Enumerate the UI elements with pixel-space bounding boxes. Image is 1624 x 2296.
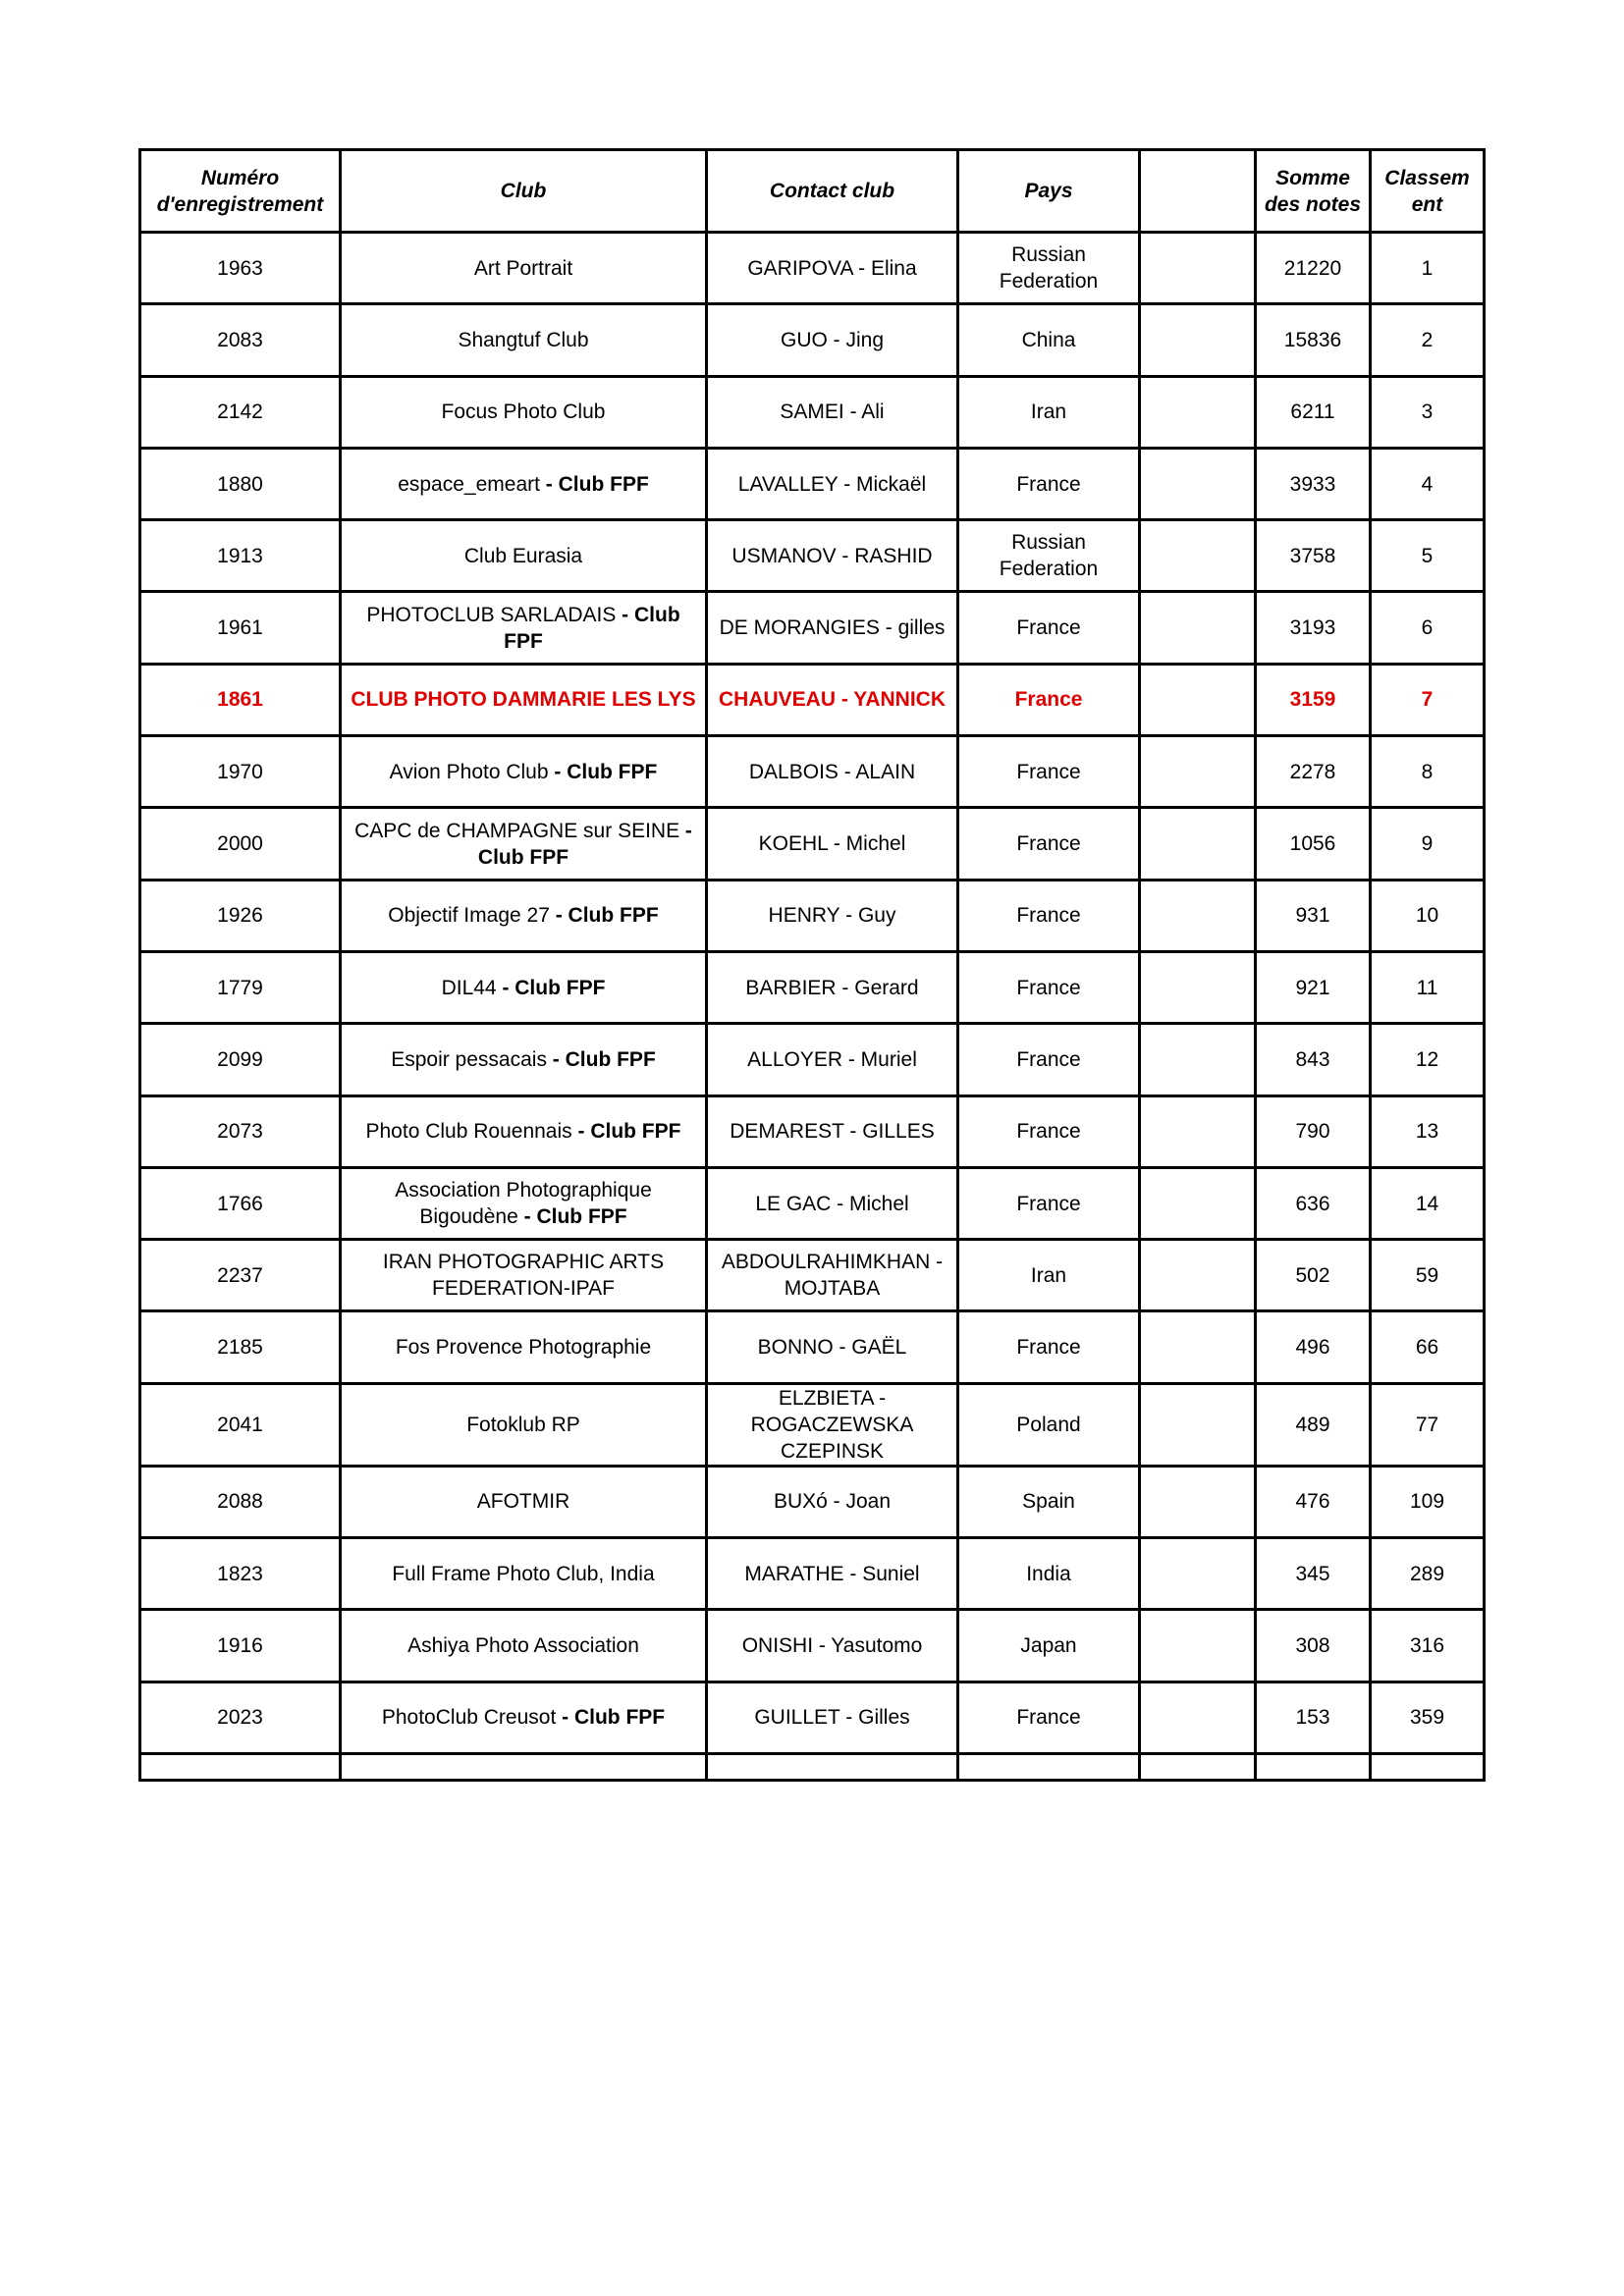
score-cell: 3193 bbox=[1256, 592, 1371, 664]
rank-cell: 12 bbox=[1371, 1024, 1485, 1095]
score-cell: 2278 bbox=[1256, 736, 1371, 808]
registration-cell: 1913 bbox=[140, 520, 341, 592]
contact-cell: DE MORANGIES - gilles bbox=[707, 592, 958, 664]
table-row bbox=[140, 1240, 1485, 1311]
country-cell: France bbox=[958, 1095, 1140, 1167]
contact-cell: CHAUVEAU - YANNICK bbox=[707, 664, 958, 735]
registration-cell: 2088 bbox=[140, 1466, 341, 1537]
contact-cell: DALBOIS - ALAIN bbox=[707, 736, 958, 808]
rank-cell: 14 bbox=[1371, 1167, 1485, 1239]
empty-cell bbox=[1140, 1753, 1256, 1780]
registration-cell: 1970 bbox=[140, 736, 341, 808]
club-cell bbox=[341, 736, 707, 808]
club-cell bbox=[341, 808, 707, 880]
contact-cell: SAMEI - Ali bbox=[707, 376, 958, 448]
table-row bbox=[140, 233, 1485, 304]
score-cell: 3758 bbox=[1256, 520, 1371, 592]
rank-cell: 13 bbox=[1371, 1095, 1485, 1167]
contact-cell: DEMAREST - GILLES bbox=[707, 1095, 958, 1167]
club-name: PhotoClub Creusot bbox=[381, 1706, 557, 1730]
fpf-label: - Club FPF bbox=[539, 472, 649, 496]
contact-cell: HENRY - Guy bbox=[707, 880, 958, 951]
score-cell: 3159 bbox=[1256, 664, 1371, 735]
registration-cell: 2185 bbox=[140, 1311, 341, 1383]
table-row bbox=[140, 304, 1485, 376]
table-row bbox=[140, 1311, 1485, 1383]
header-club: Club bbox=[341, 150, 707, 233]
score-cell: 636 bbox=[1256, 1167, 1371, 1239]
contact-cell: KOEHL - Michel bbox=[707, 808, 958, 880]
club-name: Ashiya Photo Association bbox=[407, 1633, 639, 1657]
rank-cell: 59 bbox=[1371, 1240, 1485, 1311]
rank-cell: 3 bbox=[1371, 376, 1485, 448]
blank-cell bbox=[1140, 736, 1256, 808]
table-row bbox=[140, 1167, 1485, 1239]
blank-cell bbox=[1140, 592, 1256, 664]
blank-cell bbox=[1140, 1383, 1256, 1466]
country-cell: France bbox=[958, 1311, 1140, 1383]
club-name: Association Photographique Bigoudène bbox=[395, 1179, 652, 1228]
header-score: Somme des notes bbox=[1256, 150, 1371, 233]
table-row bbox=[140, 808, 1485, 880]
registration-cell: 2000 bbox=[140, 808, 341, 880]
registration-cell: 2237 bbox=[140, 1240, 341, 1311]
blank-cell bbox=[1140, 1311, 1256, 1383]
rank-cell: 11 bbox=[1371, 951, 1485, 1023]
table-row bbox=[140, 1466, 1485, 1537]
blank-cell bbox=[1140, 808, 1256, 880]
registration-cell: 1961 bbox=[140, 592, 341, 664]
table-row bbox=[140, 520, 1485, 592]
country-cell: France bbox=[958, 808, 1140, 880]
blank-cell bbox=[1140, 233, 1256, 304]
blank-cell bbox=[1140, 1024, 1256, 1095]
score-cell: 921 bbox=[1256, 951, 1371, 1023]
club-cell bbox=[341, 1538, 707, 1610]
club-name: Club Eurasia bbox=[463, 544, 583, 567]
header-rank: Classem ent bbox=[1371, 150, 1485, 233]
fpf-label: - Club FPF bbox=[517, 1205, 627, 1228]
table-row bbox=[140, 592, 1485, 664]
blank-cell bbox=[1140, 664, 1256, 735]
club-name: Full Frame Photo Club, India bbox=[392, 1562, 655, 1585]
header-registration: Numéro d'enregistrement bbox=[140, 150, 341, 233]
club-cell bbox=[341, 1610, 707, 1682]
registration-cell: 1823 bbox=[140, 1538, 341, 1610]
club-name: IRAN PHOTOGRAPHIC ARTS FEDERATION-IPAF bbox=[382, 1251, 665, 1301]
contact-cell: GUO - Jing bbox=[707, 304, 958, 376]
club-name: Focus Photo Club bbox=[441, 400, 606, 424]
rank-cell: 4 bbox=[1371, 448, 1485, 519]
contact-cell: MARATHE - Suniel bbox=[707, 1538, 958, 1610]
country-cell: Spain bbox=[958, 1466, 1140, 1537]
score-cell: 476 bbox=[1256, 1466, 1371, 1537]
registration-cell: 2023 bbox=[140, 1682, 341, 1753]
club-cell bbox=[341, 1024, 707, 1095]
blank-cell bbox=[1140, 1466, 1256, 1537]
score-cell: 21220 bbox=[1256, 233, 1371, 304]
score-cell: 489 bbox=[1256, 1383, 1371, 1466]
table-row bbox=[140, 1610, 1485, 1682]
club-name: Objectif Image 27 bbox=[388, 904, 550, 928]
club-name: Art Portrait bbox=[473, 256, 573, 280]
fpf-label: - Club FPF bbox=[548, 760, 658, 783]
contact-cell: LE GAC - Michel bbox=[707, 1167, 958, 1239]
club-cell bbox=[341, 233, 707, 304]
rank-cell: 6 bbox=[1371, 592, 1485, 664]
fpf-label: - Club FPF bbox=[496, 976, 606, 999]
registration-cell: 2099 bbox=[140, 1024, 341, 1095]
rank-cell: 9 bbox=[1371, 808, 1485, 880]
country-cell: France bbox=[958, 951, 1140, 1023]
score-cell: 153 bbox=[1256, 1682, 1371, 1753]
contact-cell: USMANOV - RASHID bbox=[707, 520, 958, 592]
empty-cell bbox=[1256, 1753, 1371, 1780]
club-name: AFOTMIR bbox=[476, 1490, 570, 1514]
club-cell bbox=[341, 1240, 707, 1311]
table-row bbox=[140, 736, 1485, 808]
empty-cell bbox=[707, 1753, 958, 1780]
empty-cell bbox=[958, 1753, 1140, 1780]
score-cell: 502 bbox=[1256, 1240, 1371, 1311]
empty-cell bbox=[140, 1753, 341, 1780]
score-cell: 843 bbox=[1256, 1024, 1371, 1095]
club-name: Photo Club Rouennais bbox=[365, 1120, 572, 1144]
club-name: CLUB PHOTO DAMMARIE LES LYS bbox=[351, 688, 696, 712]
club-cell bbox=[341, 1383, 707, 1466]
table-row bbox=[140, 376, 1485, 448]
registration-cell: 1766 bbox=[140, 1167, 341, 1239]
fpf-label: - Club FPF bbox=[549, 904, 659, 928]
club-name: CAPC de CHAMPAGNE sur SEINE bbox=[354, 819, 680, 842]
registration-cell: 1963 bbox=[140, 233, 341, 304]
country-cell: France bbox=[958, 880, 1140, 951]
rank-cell: 8 bbox=[1371, 736, 1485, 808]
table-row bbox=[140, 1095, 1485, 1167]
country-cell: Iran bbox=[958, 376, 1140, 448]
score-cell: 15836 bbox=[1256, 304, 1371, 376]
header-contact: Contact club bbox=[707, 150, 958, 233]
table-row bbox=[140, 1024, 1485, 1095]
registration-cell: 2041 bbox=[140, 1383, 341, 1466]
contact-cell: GUILLET - Gilles bbox=[707, 1682, 958, 1753]
fpf-label: - Club FPF bbox=[477, 819, 692, 869]
contact-cell: LAVALLEY - Mickaël bbox=[707, 448, 958, 519]
blank-cell bbox=[1140, 951, 1256, 1023]
club-cell bbox=[341, 951, 707, 1023]
club-cell bbox=[341, 1682, 707, 1753]
table-row bbox=[140, 1383, 1485, 1466]
contact-cell: BONNO - GAËL bbox=[707, 1311, 958, 1383]
club-cell bbox=[341, 1466, 707, 1537]
fpf-label: - Club FPF bbox=[571, 1120, 681, 1144]
contact-cell: BARBIER - Gerard bbox=[707, 951, 958, 1023]
club-cell bbox=[341, 448, 707, 519]
contact-cell: ONISHI - Yasutomo bbox=[707, 1610, 958, 1682]
rank-cell: 1 bbox=[1371, 233, 1485, 304]
rank-cell: 109 bbox=[1371, 1466, 1485, 1537]
rank-cell: 66 bbox=[1371, 1311, 1485, 1383]
table-row bbox=[140, 951, 1485, 1023]
club-cell bbox=[341, 880, 707, 951]
contact-cell: ELZBIETA - ROGACZEWSKA CZEPINSK bbox=[707, 1383, 958, 1466]
blank-cell bbox=[1140, 1682, 1256, 1753]
blank-cell bbox=[1140, 1610, 1256, 1682]
rank-cell: 2 bbox=[1371, 304, 1485, 376]
registration-cell: 2083 bbox=[140, 304, 341, 376]
club-name: Fos Provence Photographie bbox=[395, 1336, 652, 1360]
registration-cell: 2142 bbox=[140, 376, 341, 448]
table-row bbox=[140, 1682, 1485, 1753]
score-cell: 931 bbox=[1256, 880, 1371, 951]
club-cell bbox=[341, 304, 707, 376]
score-cell: 6211 bbox=[1256, 376, 1371, 448]
contact-cell: ALLOYER - Muriel bbox=[707, 1024, 958, 1095]
club-cell bbox=[341, 664, 707, 735]
club-name: PHOTOCLUB SARLADAIS bbox=[366, 603, 617, 626]
contact-cell: GARIPOVA - Elina bbox=[707, 233, 958, 304]
registration-cell: 1861 bbox=[140, 664, 341, 735]
blank-cell bbox=[1140, 376, 1256, 448]
country-cell: France bbox=[958, 1167, 1140, 1239]
table-row bbox=[140, 880, 1485, 951]
registration-cell: 1926 bbox=[140, 880, 341, 951]
registration-cell: 2073 bbox=[140, 1095, 341, 1167]
blank-cell bbox=[1140, 1538, 1256, 1610]
club-cell bbox=[341, 376, 707, 448]
registration-cell: 1916 bbox=[140, 1610, 341, 1682]
table-row bbox=[140, 1538, 1485, 1610]
registration-cell: 1880 bbox=[140, 448, 341, 519]
rank-cell: 5 bbox=[1371, 520, 1485, 592]
rank-cell: 316 bbox=[1371, 1610, 1485, 1682]
country-cell: France bbox=[958, 448, 1140, 519]
header-blank bbox=[1140, 150, 1256, 233]
score-cell: 3933 bbox=[1256, 448, 1371, 519]
contact-cell: BUXó - Joan bbox=[707, 1466, 958, 1537]
blank-cell bbox=[1140, 1240, 1256, 1311]
club-name: Espoir pessacais bbox=[391, 1047, 547, 1071]
table-row bbox=[140, 448, 1485, 519]
score-cell: 790 bbox=[1256, 1095, 1371, 1167]
country-cell: France bbox=[958, 664, 1140, 735]
rank-cell: 77 bbox=[1371, 1383, 1485, 1466]
blank-cell bbox=[1140, 448, 1256, 519]
rank-cell: 7 bbox=[1371, 664, 1485, 735]
country-cell: Japan bbox=[958, 1610, 1140, 1682]
club-name: espace_emeart bbox=[398, 472, 540, 496]
club-cell bbox=[341, 1167, 707, 1239]
country-cell: France bbox=[958, 592, 1140, 664]
club-cell bbox=[341, 1095, 707, 1167]
country-cell: Russian Federation bbox=[958, 520, 1140, 592]
blank-cell bbox=[1140, 304, 1256, 376]
registration-cell: 1779 bbox=[140, 951, 341, 1023]
country-cell: China bbox=[958, 304, 1140, 376]
blank-cell bbox=[1140, 880, 1256, 951]
blank-cell bbox=[1140, 1167, 1256, 1239]
fpf-label: - Club FPF bbox=[504, 603, 680, 653]
rank-cell: 359 bbox=[1371, 1682, 1485, 1753]
country-cell: Iran bbox=[958, 1240, 1140, 1311]
club-cell bbox=[341, 592, 707, 664]
country-cell: France bbox=[958, 736, 1140, 808]
header-country: Pays bbox=[958, 150, 1140, 233]
country-cell: India bbox=[958, 1538, 1140, 1610]
header-row bbox=[140, 150, 1485, 233]
club-name: DIL44 bbox=[441, 976, 497, 999]
fpf-label: - Club FPF bbox=[556, 1706, 666, 1730]
club-name: Avion Photo Club bbox=[389, 760, 549, 783]
blank-cell bbox=[1140, 520, 1256, 592]
country-cell: France bbox=[958, 1024, 1140, 1095]
country-cell: Poland bbox=[958, 1383, 1140, 1466]
score-cell: 496 bbox=[1256, 1311, 1371, 1383]
contact-cell: ABDOULRAHIMKHAN - MOJTABA bbox=[707, 1240, 958, 1311]
table-body bbox=[140, 233, 1485, 1781]
empty-cell bbox=[341, 1753, 707, 1780]
ranking-table bbox=[138, 148, 1486, 1782]
fpf-label: - Club FPF bbox=[546, 1047, 656, 1071]
score-cell: 1056 bbox=[1256, 808, 1371, 880]
empty-row bbox=[140, 1753, 1485, 1780]
blank-cell bbox=[1140, 1095, 1256, 1167]
country-cell: France bbox=[958, 1682, 1140, 1753]
club-cell bbox=[341, 520, 707, 592]
empty-cell bbox=[1371, 1753, 1485, 1780]
rank-cell: 289 bbox=[1371, 1538, 1485, 1610]
rank-cell: 10 bbox=[1371, 880, 1485, 951]
club-cell bbox=[341, 1311, 707, 1383]
club-name: Fotoklub RP bbox=[466, 1413, 580, 1436]
country-cell: Russian Federation bbox=[958, 233, 1140, 304]
table-row bbox=[140, 664, 1485, 735]
score-cell: 308 bbox=[1256, 1610, 1371, 1682]
score-cell: 345 bbox=[1256, 1538, 1371, 1610]
club-name: Shangtuf Club bbox=[458, 328, 589, 351]
